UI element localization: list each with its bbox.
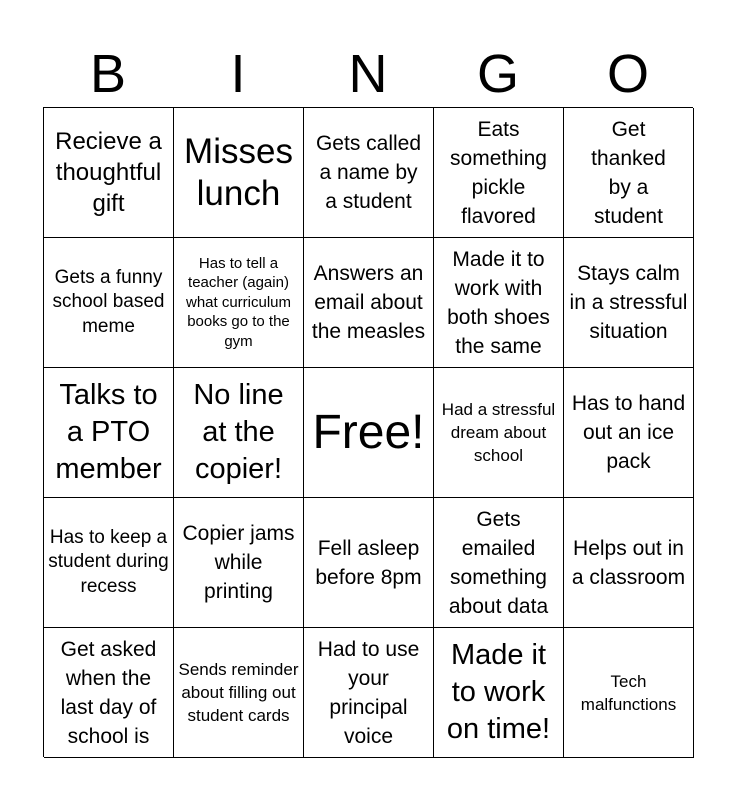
cell-text: Tech malfunctions (580, 671, 677, 714)
cell-text: Has to keep a student during recess (48, 526, 169, 597)
cell-text: Made it to work on time! (446, 639, 551, 745)
bingo-cell[interactable] (174, 108, 304, 238)
bingo-cell[interactable] (564, 108, 694, 238)
header-letter-g: G (476, 44, 519, 104)
cell-text: Recieve a thoughtful gift (55, 128, 162, 217)
bingo-cell[interactable] (174, 498, 304, 628)
cell-text: Had a stressful dream about school (441, 400, 556, 465)
bingo-cell[interactable] (44, 238, 174, 368)
bingo-cell[interactable] (564, 628, 694, 758)
cell-text: Had to use your principal voice (317, 637, 420, 748)
bingo-cell[interactable] (434, 108, 564, 238)
cell-text: Get thanked by a student (591, 117, 666, 228)
cell-text: No line at the copier! (193, 379, 284, 485)
bingo-cell[interactable] (564, 498, 694, 628)
cell-text: Copier jams while printing (182, 522, 295, 603)
cell-text: Stays calm in a stressful situation (569, 262, 688, 343)
cell-text: Gets a funny school based meme (52, 266, 165, 337)
cell-text: Gets called a name by a student (315, 132, 422, 213)
bingo-cell[interactable] (304, 498, 434, 628)
header-letter-i: I (230, 44, 246, 104)
header-letter-n: N (348, 44, 388, 104)
cell-text: Fell asleep before 8pm (315, 536, 422, 589)
bingo-cell[interactable] (304, 108, 434, 238)
cell-text: Misses lunch (184, 131, 293, 213)
bingo-cell[interactable] (304, 238, 434, 368)
bingo-cell[interactable] (174, 238, 304, 368)
bingo-cell[interactable] (434, 498, 564, 628)
bingo-cell[interactable] (434, 628, 564, 758)
bingo-cell[interactable] (174, 628, 304, 758)
bingo-cell[interactable] (564, 238, 694, 368)
bingo-cell[interactable] (44, 368, 174, 498)
bingo-header (43, 40, 693, 108)
bingo-cell[interactable] (304, 628, 434, 758)
cell-text: Sends reminder about filling out student cards (178, 660, 299, 725)
cell-text: Made it to work with both shoes the same (447, 247, 550, 358)
bingo-cell[interactable] (44, 108, 174, 238)
cell-text: Has to tell a teacher (again) what curriculum books go to the gym (185, 254, 292, 350)
bingo-cell[interactable] (174, 368, 304, 498)
cell-text: Helps out in a classroom (571, 536, 686, 589)
cell-text: Get asked when the last day of school is (60, 637, 157, 748)
header-letter-b: B (89, 44, 127, 104)
cell-text: Answers an email about the measles (311, 262, 426, 343)
free-space[interactable] (304, 368, 434, 498)
bingo-cell[interactable] (564, 368, 694, 498)
header-letter-o: O (606, 44, 649, 104)
cell-text: Has to hand out an ice pack (571, 392, 686, 473)
cell-text: Talks to a PTO member (55, 379, 162, 485)
cell-text: Gets emailed something about data (448, 507, 549, 618)
bingo-cell[interactable] (434, 368, 564, 498)
cell-text: Eats something pickle flavored (450, 117, 547, 228)
bingo-cell[interactable] (44, 498, 174, 628)
bingo-card-grid (43, 107, 693, 757)
free-space-text: Free! (312, 405, 425, 459)
bingo-cell[interactable] (44, 628, 174, 758)
bingo-cell[interactable] (434, 238, 564, 368)
